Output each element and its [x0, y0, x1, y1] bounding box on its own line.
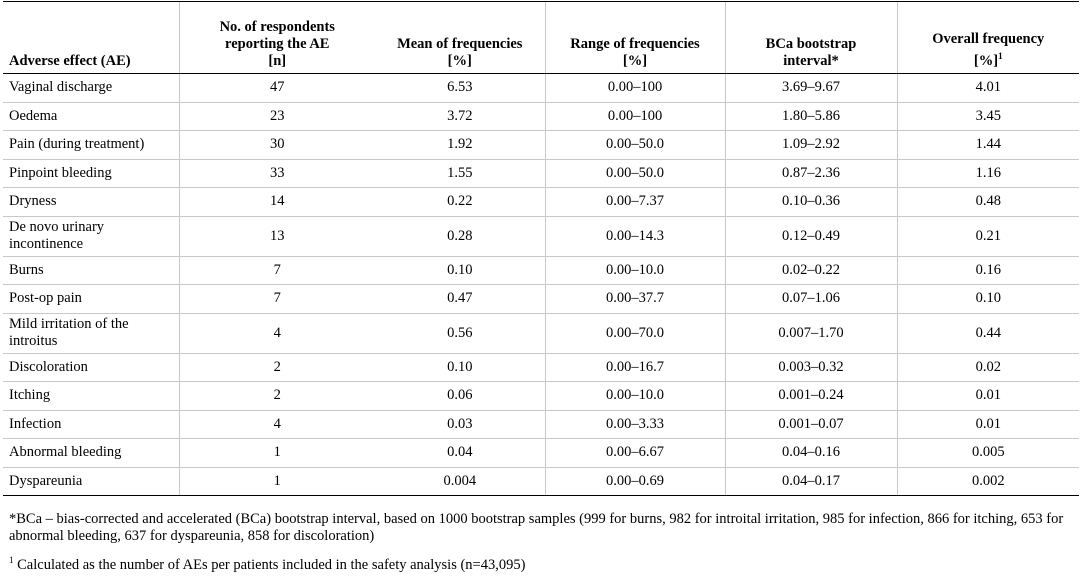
cell-bca-interval: 0.10–0.36 — [725, 188, 897, 217]
cell-adverse-effect: Oedema — [3, 102, 179, 131]
table-row — [3, 74, 1079, 103]
cell-overall-frequency: 3.45 — [897, 102, 1079, 131]
table-row — [3, 256, 1079, 285]
cell-mean-frequency: 0.10 — [375, 256, 545, 285]
cell-adverse-effect: Infection — [3, 410, 179, 439]
cell-adverse-effect: Pinpoint bleeding — [3, 159, 179, 188]
cell-bca-interval: 0.07–1.06 — [725, 285, 897, 314]
cell-mean-frequency: 6.53 — [375, 74, 545, 103]
cell-adverse-effect: Abnormal bleeding — [3, 439, 179, 468]
cell-range-frequency: 0.00–7.37 — [545, 188, 725, 217]
cell-respondents: 47 — [179, 74, 375, 103]
cell-mean-frequency: 1.92 — [375, 131, 545, 160]
cell-adverse-effect: Dryness — [3, 188, 179, 217]
cell-range-frequency: 0.00–16.7 — [545, 353, 725, 382]
cell-adverse-effect: Burns — [3, 256, 179, 285]
cell-bca-interval: 0.001–0.07 — [725, 410, 897, 439]
cell-overall-frequency: 1.44 — [897, 131, 1079, 160]
cell-bca-interval: 1.80–5.86 — [725, 102, 897, 131]
cell-range-frequency: 0.00–10.0 — [545, 256, 725, 285]
cell-respondents: 1 — [179, 467, 375, 496]
cell-respondents: 7 — [179, 285, 375, 314]
header-range-frequencies: Range of frequencies [%] — [545, 2, 725, 74]
cell-overall-frequency: 4.01 — [897, 74, 1079, 103]
header-mean-frequencies: Mean of frequencies [%] — [375, 2, 545, 74]
cell-respondents: 7 — [179, 256, 375, 285]
cell-bca-interval: 0.87–2.36 — [725, 159, 897, 188]
cell-respondents: 2 — [179, 382, 375, 411]
cell-mean-frequency: 0.004 — [375, 467, 545, 496]
adverse-effects-table — [3, 1, 1079, 496]
cell-overall-frequency: 0.01 — [897, 410, 1079, 439]
header-respondents: No. of respondents reporting the AE [n] — [179, 2, 375, 74]
cell-range-frequency: 0.00–70.0 — [545, 313, 725, 353]
cell-respondents: 14 — [179, 188, 375, 217]
cell-respondents: 13 — [179, 216, 375, 256]
header-overall-frequency: Overall frequency [%]$^1$ — [897, 2, 1079, 74]
cell-respondents: 33 — [179, 159, 375, 188]
cell-overall-frequency: 1.16 — [897, 159, 1079, 188]
cell-mean-frequency: 3.72 — [375, 102, 545, 131]
cell-mean-frequency: 0.28 — [375, 216, 545, 256]
cell-respondents: 23 — [179, 102, 375, 131]
cell-mean-frequency: 0.10 — [375, 353, 545, 382]
footnote-bca: *BCa – bias-corrected and accelerated (BCa) bootstrap interval, based on 1000 bootstrap samples (999 for burns, 982 for introital irritation, 985 for infection, 866 for itching, 653 for abnormal bleeding, 637 for dyspareunia, 858 for discoloration) — [9, 511, 1064, 544]
cell-bca-interval: 3.69–9.67 — [725, 74, 897, 103]
table-row — [3, 439, 1079, 468]
cell-adverse-effect: Mild irritation of the introitus — [3, 313, 179, 353]
cell-range-frequency: 0.00–14.3 — [545, 216, 725, 256]
cell-mean-frequency: 0.06 — [375, 382, 545, 411]
cell-respondents: 1 — [179, 439, 375, 468]
cell-overall-frequency: 0.01 — [897, 382, 1079, 411]
cell-overall-frequency: 0.005 — [897, 439, 1079, 468]
cell-overall-frequency: 0.02 — [897, 353, 1079, 382]
header-adverse-effect: Adverse effect (AE) — [3, 2, 179, 74]
cell-mean-frequency: 1.55 — [375, 159, 545, 188]
table-row — [3, 382, 1079, 411]
cell-bca-interval: 0.007–1.70 — [725, 313, 897, 353]
cell-overall-frequency: 0.48 — [897, 188, 1079, 217]
cell-mean-frequency: 0.47 — [375, 285, 545, 314]
cell-range-frequency: 0.00–100 — [545, 102, 725, 131]
cell-bca-interval: 0.001–0.24 — [725, 382, 897, 411]
header-bca-interval: BCa bootstrap interval* — [725, 2, 897, 74]
table-row — [3, 467, 1079, 496]
table-row — [3, 102, 1079, 131]
footnote-overall: $^1$ Calculated as the number of AEs per patients included in the safety analysis (n=43,095) — [9, 555, 526, 573]
cell-adverse-effect: De novo urinary incontinence — [3, 216, 179, 256]
table-row — [3, 216, 1079, 256]
table-footnotes — [9, 511, 1069, 574]
cell-respondents: 2 — [179, 353, 375, 382]
table-row — [3, 131, 1079, 160]
cell-mean-frequency: 0.56 — [375, 313, 545, 353]
cell-adverse-effect: Post-op pain — [3, 285, 179, 314]
cell-overall-frequency: 0.10 — [897, 285, 1079, 314]
cell-adverse-effect: Dyspareunia — [3, 467, 179, 496]
table-row — [3, 353, 1079, 382]
table-row — [3, 410, 1079, 439]
cell-respondents: 4 — [179, 410, 375, 439]
cell-overall-frequency: 0.21 — [897, 216, 1079, 256]
cell-adverse-effect: Discoloration — [3, 353, 179, 382]
table-row — [3, 188, 1079, 217]
cell-bca-interval: 0.04–0.16 — [725, 439, 897, 468]
table-row — [3, 285, 1079, 314]
cell-bca-interval: 0.12–0.49 — [725, 216, 897, 256]
cell-mean-frequency: 0.04 — [375, 439, 545, 468]
cell-respondents: 30 — [179, 131, 375, 160]
header-row — [3, 2, 1079, 74]
cell-range-frequency: 0.00–37.7 — [545, 285, 725, 314]
cell-mean-frequency: 0.22 — [375, 188, 545, 217]
cell-overall-frequency: 0.44 — [897, 313, 1079, 353]
cell-bca-interval: 0.003–0.32 — [725, 353, 897, 382]
cell-range-frequency: 0.00–50.0 — [545, 159, 725, 188]
cell-mean-frequency: 0.03 — [375, 410, 545, 439]
cell-bca-interval: 0.02–0.22 — [725, 256, 897, 285]
table-row — [3, 159, 1079, 188]
cell-respondents: 4 — [179, 313, 375, 353]
cell-adverse-effect: Pain (during treatment) — [3, 131, 179, 160]
cell-adverse-effect: Vaginal discharge — [3, 74, 179, 103]
cell-range-frequency: 0.00–50.0 — [545, 131, 725, 160]
cell-adverse-effect: Itching — [3, 382, 179, 411]
cell-bca-interval: 1.09–2.92 — [725, 131, 897, 160]
cell-range-frequency: 0.00–100 — [545, 74, 725, 103]
cell-range-frequency: 0.00–6.67 — [545, 439, 725, 468]
cell-range-frequency: 0.00–3.33 — [545, 410, 725, 439]
cell-overall-frequency: 0.16 — [897, 256, 1079, 285]
cell-range-frequency: 0.00–0.69 — [545, 467, 725, 496]
cell-bca-interval: 0.04–0.17 — [725, 467, 897, 496]
cell-overall-frequency: 0.002 — [897, 467, 1079, 496]
cell-range-frequency: 0.00–10.0 — [545, 382, 725, 411]
table-row — [3, 313, 1079, 353]
